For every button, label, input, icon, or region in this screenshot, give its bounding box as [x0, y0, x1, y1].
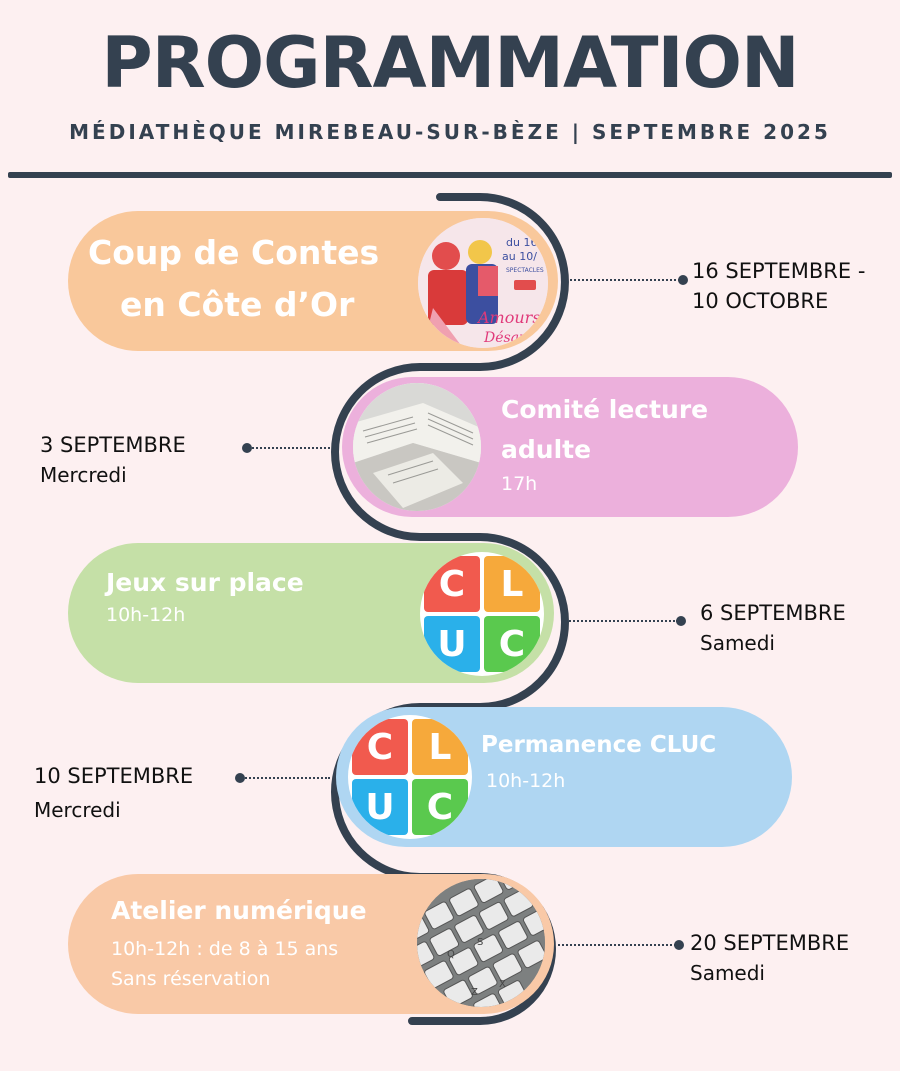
event-date-line1: 16 SEPTEMBRE - — [692, 259, 866, 283]
event-date-line1: 6 SEPTEMBRE — [700, 601, 846, 625]
event-time: 10h-12h — [106, 604, 186, 626]
event-date-line2: 10 OCTOBRE — [692, 289, 829, 313]
connector-line — [570, 279, 680, 281]
connector-dot — [674, 940, 684, 950]
event-date-line1: 10 SEPTEMBRE — [34, 764, 194, 788]
svg-text:X: X — [499, 979, 506, 990]
event-date — [700, 598, 846, 658]
event-date-line1: 3 SEPTEMBRE — [40, 433, 186, 457]
book-pages-image — [353, 383, 481, 511]
event-time: 10h-12h — [486, 770, 566, 792]
event-note: Sans réservation — [111, 968, 271, 990]
event-date — [690, 928, 849, 988]
event-date-line2: Samedi — [700, 631, 775, 655]
event-title-line2: en Côte d’Or — [120, 285, 355, 324]
connector-dot — [676, 616, 686, 626]
event-title: Jeux sur place — [106, 568, 304, 597]
connector-line — [566, 620, 678, 622]
page-title: PROGRAMMATION — [101, 22, 799, 104]
page-subtitle: MÉDIATHÈQUE MIREBEAU-SUR-BÈZE | SEPTEMBRE 2025 — [69, 120, 831, 144]
cluc-letter: U — [352, 779, 408, 835]
cluc-letter: C — [352, 719, 408, 775]
cluc-letter: U — [424, 616, 480, 672]
svg-text:Désam: Désam — [484, 330, 533, 346]
svg-text:Amours: Amours — [478, 308, 541, 327]
event-date-line2: Mercredi — [34, 798, 121, 822]
cluc-letter: C — [412, 779, 468, 835]
event-date-line2: Mercredi — [40, 463, 127, 487]
poster-image — [418, 218, 548, 348]
event-title-line2: adulte — [501, 435, 592, 464]
event-date-line1: 20 SEPTEMBRE — [690, 931, 850, 955]
svg-text:au 10/: au 10/ — [502, 250, 537, 263]
event-time: 10h-12h : de 8 à 15 ans — [111, 938, 339, 960]
cluc-letter: L — [412, 719, 468, 775]
cluc-letter: C — [484, 616, 540, 672]
event-date — [692, 256, 865, 316]
event-title-line1: Coup de Contes — [88, 233, 380, 272]
svg-text:SPECTACLES: SPECTACLES — [506, 267, 544, 274]
cluc-logo — [348, 715, 472, 839]
cluc-letter: C — [424, 556, 480, 612]
connector-line — [242, 777, 330, 779]
event-title: Permanence CLUC — [481, 732, 717, 758]
event-date — [34, 761, 193, 825]
event-date-line2: Samedi — [690, 961, 765, 985]
event-time: 17h — [501, 473, 538, 495]
connector-line — [558, 944, 676, 946]
connector-dot — [678, 275, 688, 285]
event-date — [40, 430, 186, 490]
svg-text:S: S — [477, 937, 484, 948]
svg-text:Q: Q — [447, 949, 455, 960]
cluc-logo — [420, 552, 544, 676]
connector-line — [248, 447, 338, 449]
event-title-line1: Comité lecture — [501, 395, 709, 424]
svg-text:Z: Z — [471, 987, 478, 998]
keyboard-image — [417, 879, 545, 1007]
cluc-letter: L — [484, 556, 540, 612]
poster-date-text: du 16/ — [506, 236, 542, 249]
event-title: Atelier numérique — [111, 896, 367, 925]
